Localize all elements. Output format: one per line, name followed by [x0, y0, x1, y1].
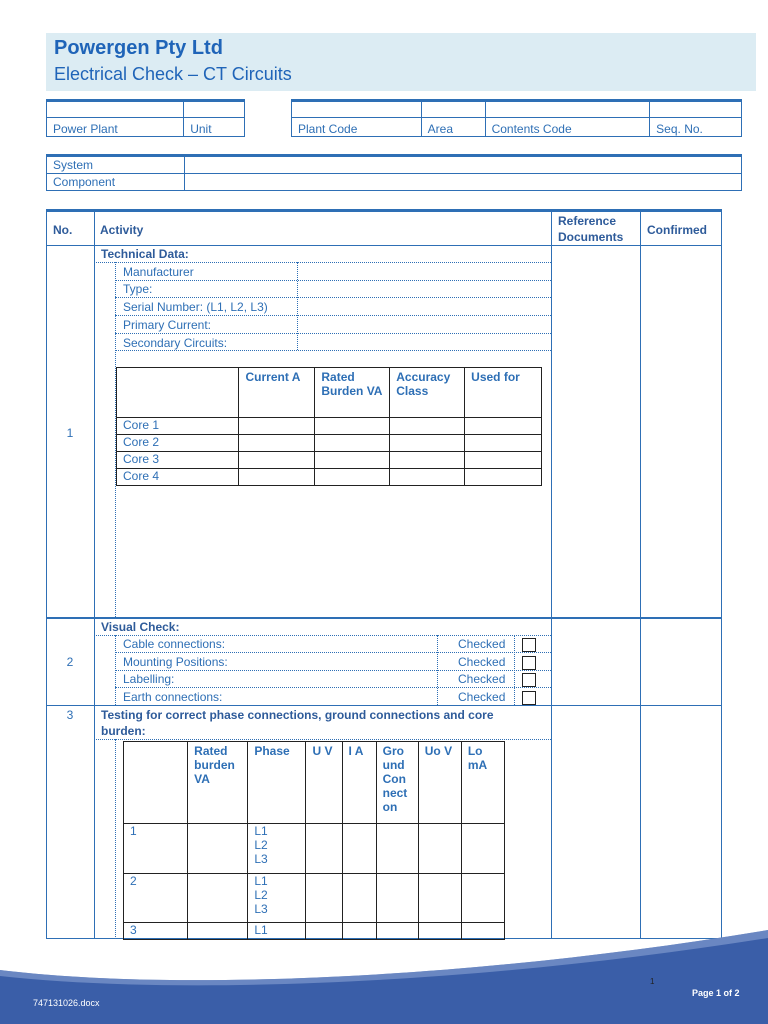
core-label: Core 2: [117, 435, 239, 452]
table-row: [124, 824, 505, 874]
contents-code-label: Contents Code: [485, 118, 650, 137]
contents-code-value[interactable]: [485, 101, 650, 118]
core-label: Core 3: [117, 452, 239, 469]
table-cell[interactable]: [418, 824, 461, 874]
labelling-label: Labelling:: [123, 672, 175, 686]
section-1-number: 1: [66, 426, 74, 440]
table-cell[interactable]: [315, 435, 390, 452]
cable-connections-label: Cable connections:: [123, 637, 226, 651]
page-number: 1: [650, 977, 655, 986]
serial-number-label: Serial Number: (L1, L2, L3): [123, 300, 268, 314]
status-text: Checked: [458, 655, 506, 669]
phase-label: L2: [254, 838, 268, 852]
plant-code-value[interactable]: [292, 101, 422, 118]
phase-label: L1: [254, 824, 268, 838]
table-cell[interactable]: [315, 418, 390, 435]
table-cell[interactable]: [315, 469, 390, 486]
phase-list: [248, 874, 306, 923]
table-cell[interactable]: [239, 452, 315, 469]
test-table-corner: [124, 742, 188, 824]
core-label: Core 4: [117, 469, 239, 486]
table-cell[interactable]: [418, 874, 461, 923]
rated-burden-header: Rated Burden VA: [315, 368, 390, 418]
table-cell[interactable]: [465, 469, 542, 486]
power-plant-value[interactable]: [47, 101, 184, 118]
phase-list: [248, 824, 306, 874]
title-band: [46, 33, 756, 91]
accuracy-class-header: Accuracy Class: [390, 368, 465, 418]
col-activity-header: Activity: [100, 223, 144, 237]
phase-test-table: [123, 741, 505, 940]
component-value[interactable]: [185, 174, 742, 191]
area-label: Area: [421, 118, 485, 137]
section-2-number: 2: [66, 655, 74, 669]
checklist-table: [46, 209, 722, 939]
phase-label: L3: [254, 902, 268, 916]
table-cell[interactable]: [342, 824, 376, 874]
table-row: [117, 469, 542, 486]
i-a-header: I A: [342, 742, 376, 824]
phase-label: L1: [254, 923, 268, 937]
phase-header: Phase: [248, 742, 306, 824]
used-for-header: Used for: [465, 368, 542, 418]
document-title: Electrical Check – CT Circuits: [54, 64, 292, 84]
table-row: [117, 452, 542, 469]
uo-v-header: Uo V: [418, 742, 461, 824]
table-row: [117, 418, 542, 435]
table-cell[interactable]: [465, 418, 542, 435]
phase-label: L1: [254, 874, 268, 888]
component-label: Component: [47, 174, 185, 191]
table-cell[interactable]: [376, 824, 418, 874]
core-number: 2: [124, 874, 188, 923]
table-cell[interactable]: [390, 418, 465, 435]
table-cell[interactable]: [461, 824, 504, 874]
company-name: Powergen Pty Ltd: [54, 37, 223, 59]
table-row: [117, 435, 542, 452]
section-3-number: 3: [66, 708, 74, 722]
unit-value[interactable]: [184, 101, 245, 118]
page-label: Page 1 of 2: [692, 988, 740, 998]
table-cell[interactable]: [239, 469, 315, 486]
ground-connection-header: Gro und Con nect on: [376, 742, 418, 824]
col-confirmed-header: Confirmed: [647, 223, 707, 237]
labelling-checkbox[interactable]: [522, 673, 536, 687]
table-cell[interactable]: [461, 874, 504, 923]
table-cell[interactable]: [306, 824, 342, 874]
section-2-heading: Visual Check:: [101, 620, 180, 634]
table-cell[interactable]: [239, 418, 315, 435]
col-reference-header: Reference Documents: [558, 214, 624, 244]
plant-id-table: [46, 99, 245, 137]
table-cell[interactable]: [390, 435, 465, 452]
plant-code-label: Plant Code: [292, 118, 422, 137]
system-label: System: [47, 156, 185, 174]
table-cell[interactable]: [390, 469, 465, 486]
code-id-table: [291, 99, 742, 137]
unit-label: Unit: [184, 118, 245, 137]
mounting-positions-checkbox[interactable]: [522, 656, 536, 670]
type-label: Type:: [123, 282, 153, 296]
section-3-heading: Testing for correct phase connections, ground connections and core burden:: [101, 708, 494, 738]
section-1-heading: Technical Data:: [101, 247, 189, 261]
core-label: Core 1: [117, 418, 239, 435]
status-text: Checked: [458, 672, 506, 686]
table-cell[interactable]: [390, 452, 465, 469]
status-text: Checked: [458, 637, 506, 651]
phase-label: L3: [254, 852, 268, 866]
table-row: [124, 874, 505, 923]
u-v-header: U V: [306, 742, 342, 824]
mounting-positions-label: Mounting Positions:: [123, 655, 228, 669]
manufacturer-label: Manufacturer: [123, 265, 194, 279]
status-text: Checked: [458, 690, 506, 704]
primary-current-label: Primary Current:: [123, 318, 212, 332]
rated-burden-va-header: Rated burden VA: [188, 742, 248, 824]
seq-no-label: Seq. No.: [650, 118, 742, 137]
earth-connections-label: Earth connections:: [123, 690, 223, 704]
table-cell[interactable]: [465, 452, 542, 469]
core-number: 1: [124, 824, 188, 874]
core-table-corner: [117, 368, 239, 418]
cable-connections-checkbox[interactable]: [522, 638, 536, 652]
core-number: 3: [124, 923, 188, 940]
table-cell[interactable]: [376, 874, 418, 923]
table-cell[interactable]: [188, 824, 248, 874]
current-a-header: Current A: [239, 368, 315, 418]
power-plant-label: Power Plant: [47, 118, 184, 137]
table-cell[interactable]: [239, 435, 315, 452]
table-cell[interactable]: [188, 874, 248, 923]
table-cell[interactable]: [306, 874, 342, 923]
phase-label: L2: [254, 888, 268, 902]
seq-no-value[interactable]: [650, 101, 742, 118]
file-name: 747131026.docx: [33, 998, 100, 1008]
earth-connections-checkbox[interactable]: [522, 691, 536, 705]
system-value[interactable]: [185, 156, 742, 174]
col-no-header: No.: [53, 223, 73, 237]
core-table: [116, 367, 542, 486]
lo-ma-header: Lo mA: [461, 742, 504, 824]
area-value[interactable]: [421, 101, 485, 118]
secondary-circuits-label: Secondary Circuits:: [123, 336, 228, 350]
table-cell[interactable]: [465, 435, 542, 452]
table-cell[interactable]: [315, 452, 390, 469]
system-component-table: [46, 154, 742, 191]
table-cell[interactable]: [342, 874, 376, 923]
